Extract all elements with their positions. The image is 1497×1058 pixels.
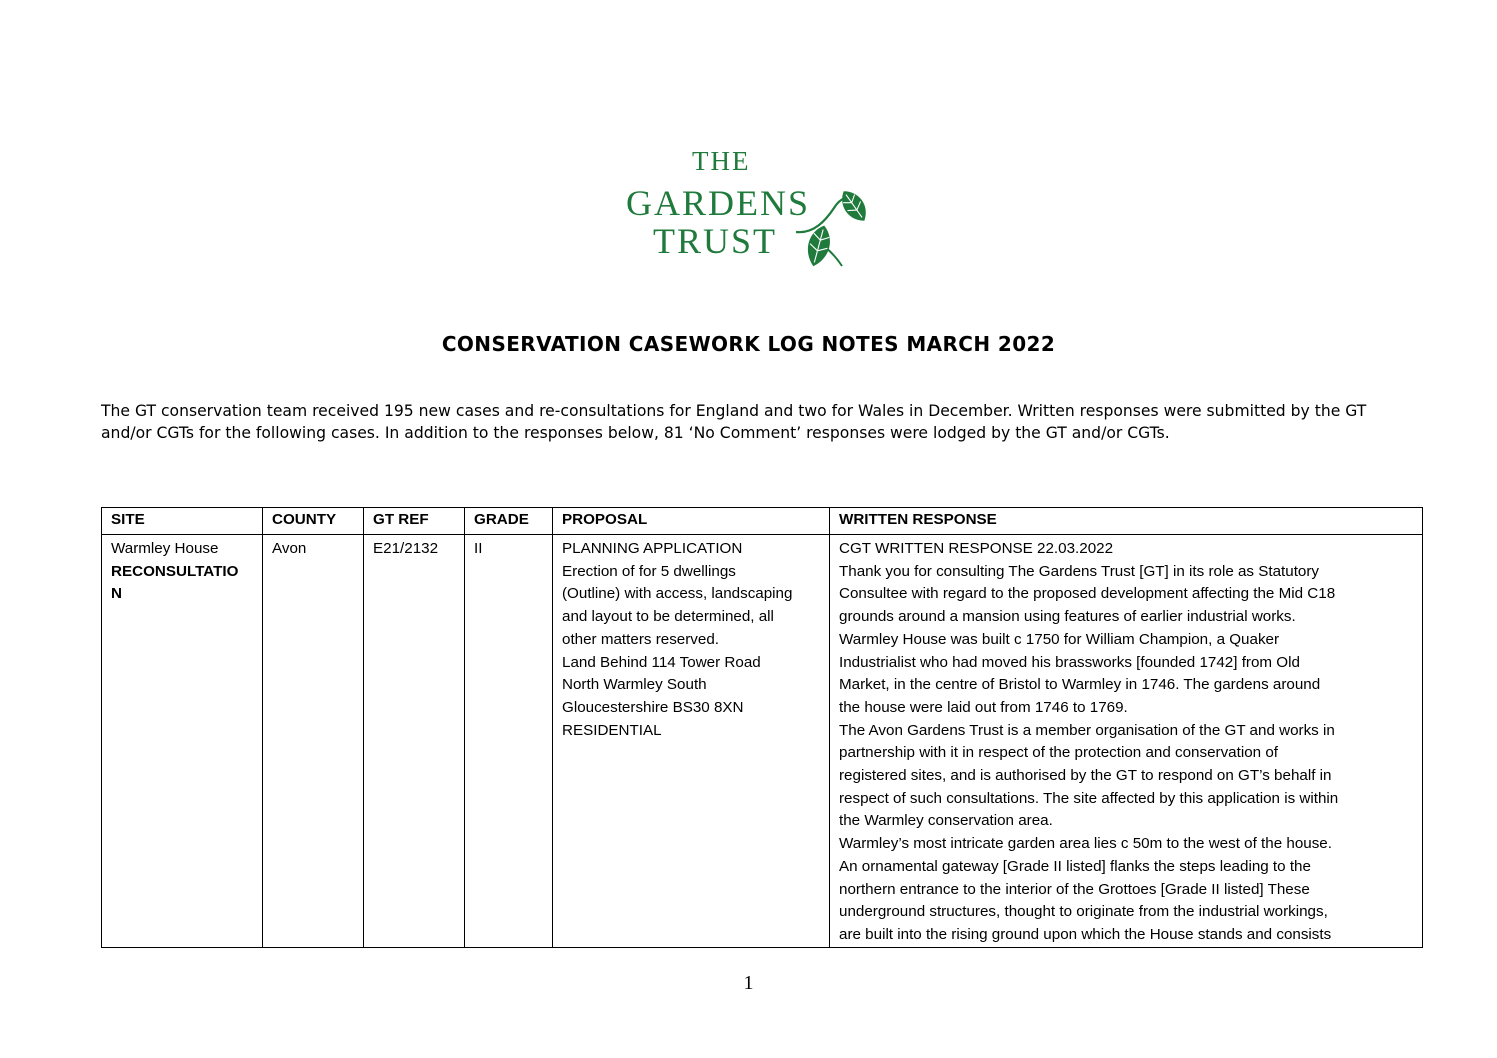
- proposal-line: (Outline) with access, landscaping: [562, 585, 793, 603]
- response-line: The Avon Gardens Trust is a member organisation of the GT and works in: [839, 721, 1335, 739]
- proposal-line: Gloucestershire BS30 8XN: [562, 698, 744, 716]
- site-status-continued: N: [111, 585, 122, 603]
- header-site: SITE: [102, 508, 263, 535]
- header-county: COUNTY: [263, 508, 364, 535]
- proposal-cell: [553, 535, 830, 948]
- header-gt-ref: GT REF: [364, 508, 465, 535]
- logo-word-trust: TRUST: [653, 221, 778, 261]
- site-cell: [102, 535, 263, 948]
- site-status: RECONSULTATIO: [111, 562, 239, 580]
- county-cell: [263, 535, 364, 948]
- table-row: [102, 535, 1423, 948]
- proposal-line: RESIDENTIAL: [562, 721, 662, 739]
- response-line: CGT WRITTEN RESPONSE 22.03.2022: [839, 540, 1114, 557]
- header-grade: GRADE: [465, 508, 553, 535]
- response-line: registered sites, and is authorised by the GT to respond on GT’s behalf in: [839, 767, 1332, 785]
- response-line: respect of such consultations. The site affected by this application is within: [839, 789, 1339, 807]
- response-line: Warmley’s most intricate garden area lies c 50m to the west of the house.: [839, 835, 1332, 853]
- page-title: CONSERVATION CASEWORK LOG NOTES MARCH 2022: [441, 332, 1056, 356]
- header-written-response: WRITTEN RESPONSE: [830, 508, 1423, 535]
- proposal-line: other matters reserved.: [562, 630, 719, 648]
- logo-word-gardens: GARDENS: [626, 183, 811, 223]
- proposal-line: Land Behind 114 Tower Road: [562, 653, 761, 671]
- response-line: Warmley House was built c 1750 for William Champion, a Quaker: [839, 630, 1280, 648]
- grade-value: II: [474, 540, 483, 557]
- proposal-line: North Warmley South: [562, 676, 707, 694]
- response-line: partnership with it in respect of the protection and conservation of: [839, 744, 1278, 762]
- gardens-trust-logo: [626, 148, 876, 270]
- response-line: Thank you for consulting The Gardens Trust [GT] in its role as Statutory: [839, 562, 1320, 580]
- response-line: Industrialist who had moved his brassworks [founded 1742] from Old: [839, 653, 1300, 671]
- response-line: grounds around a mansion using features of earlier industrial works.: [839, 608, 1296, 626]
- proposal-line: PLANNING APPLICATION: [562, 540, 743, 557]
- gt-ref-value: E21/2132: [373, 540, 439, 557]
- grade-cell: [465, 535, 553, 948]
- site-name: Warmley House: [111, 540, 219, 557]
- response-cell: [830, 535, 1423, 948]
- proposal-line: and layout to be determined, all: [562, 608, 774, 626]
- response-line: northern entrance to the interior of the Grottoes [Grade II listed] These: [839, 880, 1310, 898]
- proposal-line: Erection of for 5 dwellings: [562, 562, 736, 580]
- casework-table: [101, 507, 1423, 948]
- table-header-row: [102, 508, 1423, 535]
- response-line: the Warmley conservation area.: [839, 812, 1053, 830]
- response-line: underground structures, thought to originate from the industrial workings,: [839, 903, 1328, 921]
- response-line: Market, in the centre of Bristol to Warmley in 1746. The gardens around: [839, 676, 1321, 694]
- header-proposal: PROPOSAL: [553, 508, 830, 535]
- page-number: 1: [743, 972, 754, 994]
- logo-word-the: THE: [692, 146, 751, 176]
- response-line: the house were laid out from 1746 to 1769.: [839, 698, 1128, 716]
- leaf-icon: [626, 148, 876, 270]
- intro-paragraph: The GT conservation team received 195 new cases and re-consultations for England and two for Wales in December. Written responses were submitted by the GT and/or CGTs for the following cases. In addition to the responses below, 81 ‘No Comment’ responses were lodged by the GT and/or CGTs.: [101, 402, 1367, 442]
- gt-ref-cell: [364, 535, 465, 948]
- response-line: Consultee with regard to the proposed development affecting the Mid C18: [839, 585, 1336, 603]
- county-value: Avon: [272, 540, 307, 557]
- response-line: are built into the rising ground upon which the House stands and consists: [839, 925, 1332, 943]
- response-line: An ornamental gateway [Grade II listed] flanks the steps leading to the: [839, 857, 1311, 875]
